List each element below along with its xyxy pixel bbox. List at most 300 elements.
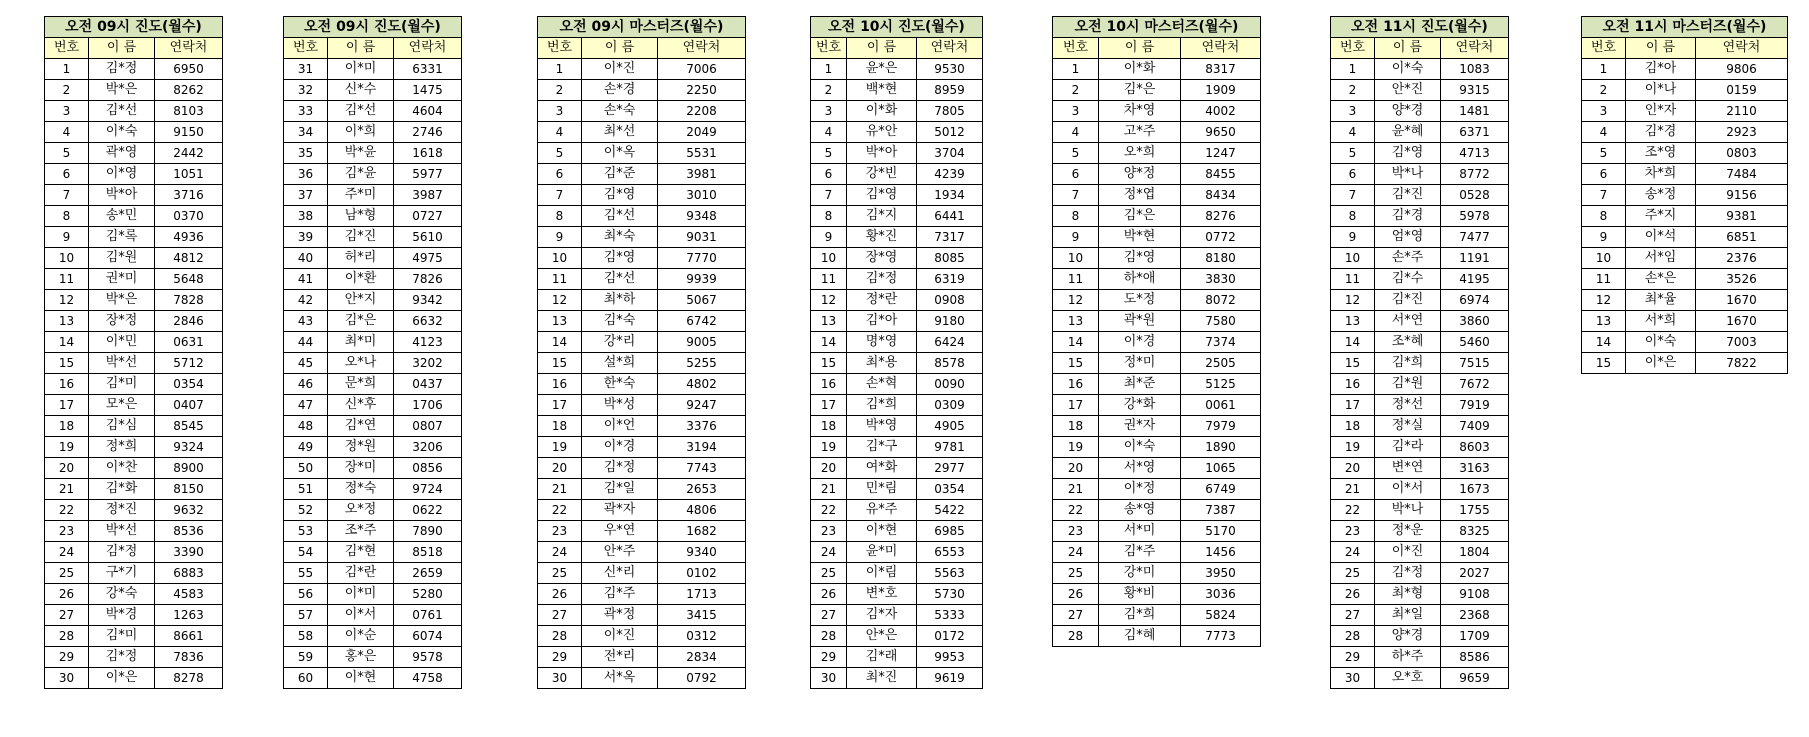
phone-cell: 9315 [1441,80,1509,101]
number-cell: 5 [1053,143,1099,164]
name-cell: 정*숙 [328,479,394,500]
name-cell: 이*림 [847,563,917,584]
name-cell: 김*수 [1375,269,1441,290]
phone-cell: 3526 [1696,269,1788,290]
name-cell: 김*경 [1626,122,1696,143]
number-cell: 30 [538,668,582,689]
number-cell: 14 [538,332,582,353]
phone-cell: 7919 [1441,395,1509,416]
column-header-number: 번호 [538,38,582,59]
phone-cell: 1191 [1441,248,1509,269]
name-cell: 이*희 [328,122,394,143]
phone-cell: 4936 [155,227,223,248]
phone-cell: 7515 [1441,353,1509,374]
table-row [811,101,983,122]
name-cell: 김*영 [1375,143,1441,164]
name-cell: 정*선 [1375,395,1441,416]
number-cell: 26 [1331,584,1375,605]
name-cell: 정*운 [1375,521,1441,542]
name-cell: 이*화 [1099,59,1181,80]
number-cell: 17 [1053,395,1099,416]
phone-cell: 9340 [658,542,746,563]
number-cell: 1 [1582,59,1626,80]
number-cell: 21 [1331,479,1375,500]
name-cell: 김*원 [1375,374,1441,395]
number-cell: 16 [811,374,847,395]
table-row [1331,332,1509,353]
phone-cell: 7374 [1181,332,1261,353]
phone-cell: 6883 [155,563,223,584]
number-cell: 5 [1582,143,1626,164]
number-cell: 37 [284,185,328,206]
table-row [1331,311,1509,332]
number-cell: 51 [284,479,328,500]
name-cell: 김*경 [1375,206,1441,227]
number-cell: 15 [811,353,847,374]
number-cell: 23 [1331,521,1375,542]
number-cell: 24 [538,542,582,563]
table-row [538,542,746,563]
name-cell: 손*은 [1626,269,1696,290]
phone-cell: 3860 [1441,311,1509,332]
name-cell: 황*비 [1099,584,1181,605]
phone-cell: 0761 [394,605,462,626]
number-cell: 1 [1053,59,1099,80]
name-cell: 정*진 [89,500,155,521]
name-cell: 김*준 [582,164,658,185]
table-row [1582,353,1788,374]
phone-cell: 8150 [155,479,223,500]
number-cell: 10 [45,248,89,269]
phone-cell: 5531 [658,143,746,164]
phone-cell: 4123 [394,332,462,353]
table-row [811,437,983,458]
name-cell: 이*숙 [1375,59,1441,80]
name-cell: 김*심 [89,416,155,437]
number-cell: 11 [811,269,847,290]
table-row [45,500,223,521]
number-cell: 11 [1331,269,1375,290]
table-row [1331,164,1509,185]
phone-cell: 9724 [394,479,462,500]
number-cell: 38 [284,206,328,227]
name-cell: 이*미 [328,59,394,80]
name-cell: 이*순 [328,626,394,647]
table-row [1053,395,1261,416]
number-cell: 59 [284,647,328,668]
name-cell: 여*화 [847,458,917,479]
number-cell: 18 [811,416,847,437]
phone-cell: 9781 [917,437,983,458]
number-cell: 24 [45,542,89,563]
number-cell: 2 [1331,80,1375,101]
table-row [1053,248,1261,269]
name-cell: 박*은 [89,290,155,311]
name-cell: 김*란 [328,563,394,584]
number-cell: 28 [45,626,89,647]
table-row [811,479,983,500]
name-cell: 이*석 [1626,227,1696,248]
table-row [1582,101,1788,122]
table-row [284,458,462,479]
table-row [811,143,983,164]
column-header-phone: 연락처 [658,38,746,59]
table-row [811,395,983,416]
number-cell: 7 [1053,185,1099,206]
number-cell: 23 [538,521,582,542]
phone-cell: 9156 [1696,185,1788,206]
phone-cell: 5563 [917,563,983,584]
number-cell: 3 [1331,101,1375,122]
table-row [1582,332,1788,353]
number-cell: 18 [45,416,89,437]
table-row [1331,206,1509,227]
table-row [811,59,983,80]
name-cell: 장*영 [847,248,917,269]
name-cell: 박*윤 [328,143,394,164]
name-cell: 김*정 [582,458,658,479]
name-cell: 김*라 [1375,437,1441,458]
name-cell: 박*아 [89,185,155,206]
number-cell: 7 [811,185,847,206]
table-row [811,584,983,605]
phone-cell: 8545 [155,416,223,437]
table-row [538,59,746,80]
number-cell: 3 [45,101,89,122]
phone-cell: 1713 [658,584,746,605]
phone-cell: 5170 [1181,521,1261,542]
phone-cell: 6424 [917,332,983,353]
phone-cell: 3376 [658,416,746,437]
column-header-number: 번호 [1053,38,1099,59]
number-cell: 1 [811,59,847,80]
phone-cell: 0159 [1696,80,1788,101]
name-cell: 권*자 [1099,416,1181,437]
number-cell: 8 [1582,206,1626,227]
table-row [538,122,746,143]
table-row [1053,521,1261,542]
name-cell: 이*영 [89,164,155,185]
table-row [45,290,223,311]
name-cell: 김*희 [1099,605,1181,626]
number-cell: 14 [1053,332,1099,353]
phone-cell: 4812 [155,248,223,269]
number-cell: 48 [284,416,328,437]
phone-cell: 7743 [658,458,746,479]
name-cell: 김*록 [89,227,155,248]
table-row [1053,416,1261,437]
name-cell: 변*호 [847,584,917,605]
number-cell: 23 [811,521,847,542]
table-row [45,584,223,605]
column-header-name: 이 름 [1375,38,1441,59]
phone-cell: 1618 [394,143,462,164]
number-cell: 17 [45,395,89,416]
table-row [284,143,462,164]
number-cell: 29 [45,647,89,668]
name-cell: 송*영 [1099,500,1181,521]
phone-cell: 5422 [917,500,983,521]
table-row [45,269,223,290]
number-cell: 8 [45,206,89,227]
name-cell: 이*은 [1626,353,1696,374]
phone-cell: 1673 [1441,479,1509,500]
table-row [538,248,746,269]
name-cell: 김*영 [582,185,658,206]
phone-cell: 9031 [658,227,746,248]
number-cell: 31 [284,59,328,80]
table-row [284,353,462,374]
name-cell: 박*선 [89,353,155,374]
phone-cell: 9650 [1181,122,1261,143]
number-cell: 19 [811,437,847,458]
table-row [45,542,223,563]
name-cell: 이*서 [1375,479,1441,500]
name-cell: 김*정 [89,59,155,80]
phone-cell: 0528 [1441,185,1509,206]
table-row [538,290,746,311]
phone-cell: 5730 [917,584,983,605]
phone-cell: 6441 [917,206,983,227]
name-cell: 조*혜 [1375,332,1441,353]
table-row [538,206,746,227]
name-cell: 곽*자 [582,500,658,521]
column-header-phone: 연락처 [917,38,983,59]
phone-cell: 3390 [155,542,223,563]
table-row [538,605,746,626]
phone-cell: 1670 [1696,311,1788,332]
name-cell: 김*혜 [1099,626,1181,647]
phone-cell: 3950 [1181,563,1261,584]
name-cell: 김*선 [582,269,658,290]
table-row [45,185,223,206]
name-cell: 정*실 [1375,416,1441,437]
number-cell: 7 [1331,185,1375,206]
phone-cell: 9578 [394,647,462,668]
name-cell: 김*진 [328,227,394,248]
name-cell: 박*아 [847,143,917,164]
table-row [538,269,746,290]
table-row [1331,269,1509,290]
number-cell: 26 [45,584,89,605]
table-row [1582,311,1788,332]
number-cell: 21 [538,479,582,500]
phone-cell: 2110 [1696,101,1788,122]
table-row [811,227,983,248]
number-cell: 4 [1331,122,1375,143]
number-cell: 3 [538,101,582,122]
number-cell: 10 [1053,248,1099,269]
phone-cell: 3036 [1181,584,1261,605]
phone-cell: 1706 [394,395,462,416]
table-row [538,437,746,458]
name-cell: 모*은 [89,395,155,416]
number-cell: 58 [284,626,328,647]
header-row [1582,38,1788,59]
number-cell: 14 [1331,332,1375,353]
number-cell: 28 [811,626,847,647]
table-row [45,80,223,101]
phone-cell: 7805 [917,101,983,122]
table-row [1331,101,1509,122]
phone-cell: 7672 [1441,374,1509,395]
name-cell: 도*정 [1099,290,1181,311]
phone-cell: 6742 [658,311,746,332]
name-cell: 서*미 [1099,521,1181,542]
phone-cell: 1481 [1441,101,1509,122]
number-cell: 25 [45,563,89,584]
number-cell: 27 [1053,605,1099,626]
name-cell: 인*자 [1626,101,1696,122]
name-cell: 송*민 [89,206,155,227]
number-cell: 32 [284,80,328,101]
phone-cell: 8959 [917,80,983,101]
phone-cell: 1083 [1441,59,1509,80]
name-cell: 김*선 [89,101,155,122]
name-cell: 김*진 [1375,185,1441,206]
number-cell: 22 [811,500,847,521]
phone-cell: 0312 [658,626,746,647]
name-cell: 손*주 [1375,248,1441,269]
phone-cell: 4802 [658,374,746,395]
table-row [1053,542,1261,563]
phone-cell: 4583 [155,584,223,605]
number-cell: 3 [811,101,847,122]
table-row [538,311,746,332]
phone-cell: 4806 [658,500,746,521]
table-row [538,458,746,479]
table-row [45,374,223,395]
table-row [538,164,746,185]
name-cell: 이*현 [328,668,394,689]
table-title: 오전 09시 진도(월수) [284,17,462,38]
phone-cell: 7484 [1696,164,1788,185]
table-row [811,626,983,647]
table-row [1053,143,1261,164]
phone-cell: 6553 [917,542,983,563]
phone-cell: 9619 [917,668,983,689]
table-row [538,500,746,521]
table-row [1331,479,1509,500]
number-cell: 33 [284,101,328,122]
phone-cell: 2977 [917,458,983,479]
table-row [1331,290,1509,311]
table-row [45,122,223,143]
name-cell: 장*정 [89,311,155,332]
number-cell: 28 [1053,626,1099,647]
table-row [1331,563,1509,584]
name-cell: 김*선 [582,206,658,227]
table-row [538,374,746,395]
header-row [1331,38,1509,59]
number-cell: 20 [811,458,847,479]
phone-cell: 0727 [394,206,462,227]
number-cell: 19 [538,437,582,458]
number-cell: 8 [811,206,847,227]
table-row [1053,353,1261,374]
name-cell: 이*옥 [582,143,658,164]
phone-cell: 1934 [917,185,983,206]
name-cell: 강*빈 [847,164,917,185]
name-cell: 강*미 [1099,563,1181,584]
name-cell: 박*현 [1099,227,1181,248]
phone-cell: 8085 [917,248,983,269]
name-cell: 김*은 [1099,206,1181,227]
column-header-phone: 연락처 [1696,38,1788,59]
name-cell: 한*숙 [582,374,658,395]
name-cell: 박*경 [89,605,155,626]
name-cell: 조*주 [328,521,394,542]
number-cell: 8 [538,206,582,227]
number-cell: 24 [811,542,847,563]
name-cell: 박*나 [1375,500,1441,521]
number-cell: 53 [284,521,328,542]
number-cell: 13 [538,311,582,332]
column-header-name: 이 름 [328,38,394,59]
number-cell: 2 [1053,80,1099,101]
phone-cell: 0172 [917,626,983,647]
table-row [538,584,746,605]
number-cell: 5 [45,143,89,164]
phone-cell: 5067 [658,290,746,311]
phone-cell: 6331 [394,59,462,80]
name-cell: 이*정 [1099,479,1181,500]
number-cell: 25 [1331,563,1375,584]
name-cell: 서*영 [1099,458,1181,479]
table-row [538,101,746,122]
name-cell: 윤*은 [847,59,917,80]
table-row [1053,584,1261,605]
number-cell: 22 [538,500,582,521]
phone-cell: 2208 [658,101,746,122]
name-cell: 홍*은 [328,647,394,668]
number-cell: 22 [1053,500,1099,521]
table-row [1582,290,1788,311]
table-row [45,605,223,626]
number-cell: 18 [1053,416,1099,437]
phone-cell: 2376 [1696,248,1788,269]
name-cell: 이*나 [1626,80,1696,101]
phone-cell: 9632 [155,500,223,521]
table-row [45,59,223,80]
phone-cell: 3194 [658,437,746,458]
name-cell: 황*진 [847,227,917,248]
phone-cell: 6985 [917,521,983,542]
phone-cell: 2923 [1696,122,1788,143]
column-header-name: 이 름 [89,38,155,59]
table-row [538,353,746,374]
number-cell: 6 [538,164,582,185]
number-cell: 1 [45,59,89,80]
name-cell: 신*수 [328,80,394,101]
phone-cell: 2505 [1181,353,1261,374]
name-cell: 서*희 [1626,311,1696,332]
table-row [538,143,746,164]
name-cell: 최*선 [582,122,658,143]
name-cell: 오*정 [328,500,394,521]
number-cell: 2 [45,80,89,101]
name-cell: 이*경 [1099,332,1181,353]
phone-cell: 2653 [658,479,746,500]
phone-cell: 3987 [394,185,462,206]
table-row [1331,374,1509,395]
column-header-number: 번호 [1331,38,1375,59]
table-row [1331,500,1509,521]
name-cell: 정*원 [328,437,394,458]
table-row [284,332,462,353]
table-row [284,584,462,605]
table-row [284,500,462,521]
